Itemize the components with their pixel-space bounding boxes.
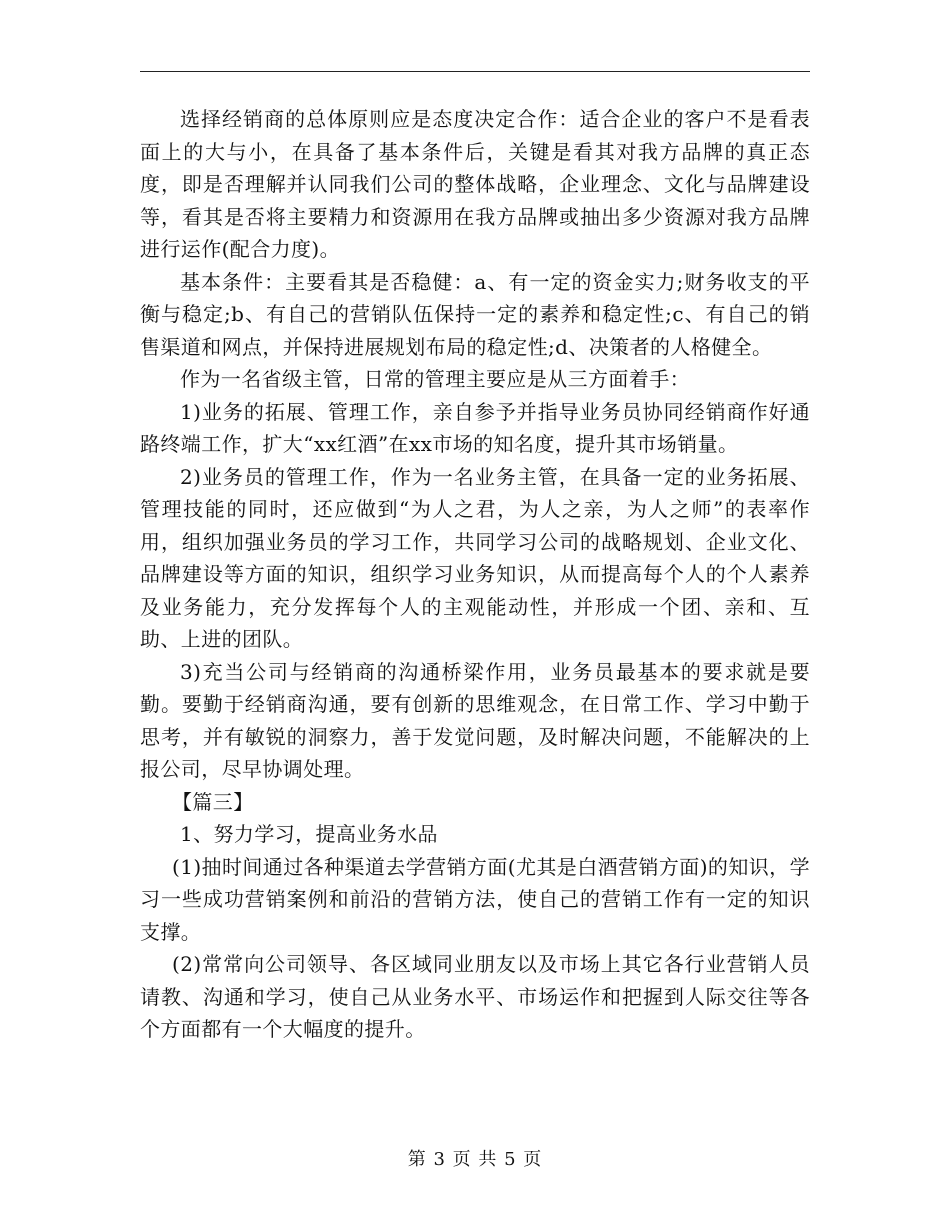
header-rule	[140, 71, 810, 72]
paragraph-supervisor-intro: 作为一名省级主管，日常的管理主要应是从三方面着手：	[180, 367, 690, 391]
paragraph-item-2: 2)业务员的管理工作，作为一名业务主管，在具备一定的业务拓展、管理技能的同时，还应做到“为人之君，为人之亲，为人之师”的表率作用，组织加强业务员的学习工作，共同学习公司的战略规划、企业文化、品牌建设等方面的知识，组织学习业务知识，从而提高每个人的个人素养及业务能力，充分发挥每个人的主观能动性，并形成一个团、亲和、互助、上进的团队。	[140, 464, 810, 651]
paragraph-basic-conditions: 基本条件：主要看其是否稳健：a、有一定的资金实力;财务收支的平衡与稳定;b、有自己的营销队伍保持一定的素养和稳定性;c、有自己的销售渠道和网点，并保持进展规划布局的稳定性;d、决策者的人格健全。	[140, 269, 810, 359]
document-body	[140, 103, 810, 1046]
paragraph-study-2: (2)常常向公司领导、各区域同业朋友以及市场上其它各行业营销人员请教、沟通和学习，使自己从业务水平、市场运作和把握到人际交往等各个方面都有一个大幅度的提升。	[140, 952, 810, 1041]
page-number-footer: 第 3 页 共 5 页	[407, 1149, 543, 1170]
paragraph-item-3: 3)充当公司与经销商的沟通桥梁作用，业务员最基本的要求就是要勤。要勤于经销商沟通，要有创新的思维观念，在日常工作、学习中勤于思考，并有敏锐的洞察力，善于发觉问题，及时解决问题，不能解决的上报公司，尽早协调处理。	[140, 659, 810, 781]
section-heading-part-three: 【篇三】	[172, 789, 254, 814]
paragraph-study-1: (1)抽时间通过各种渠道去学营销方面(尤其是白酒营销方面)的知识，学习一些成功营销案例和前沿的营销方法，使自己的营销工作有一定的知识支撑。	[140, 854, 810, 944]
paragraph-item-1: 1)业务的拓展、管理工作，亲自参予并指导业务员协同经销商作好通路终端工作，扩大“xx红酒”在xx市场的知名度，提升其市场销量。	[140, 399, 810, 456]
paragraph-dealer-principle: 选择经销商的总体原则应是态度决定合作：适合企业的客户不是看表面上的大与小，在具备了基本条件后，关键是看其对我方品牌的真正态度，即是否理解并认同我们公司的整体战略，企业理念、文化与品牌建设等，看其是否将主要精力和资源用在我方品牌或抽出多少资源对我方品牌进行运作(配合力度)。	[140, 107, 810, 261]
paragraph-study-heading: 1、努力学习，提高业务水品	[180, 822, 438, 846]
